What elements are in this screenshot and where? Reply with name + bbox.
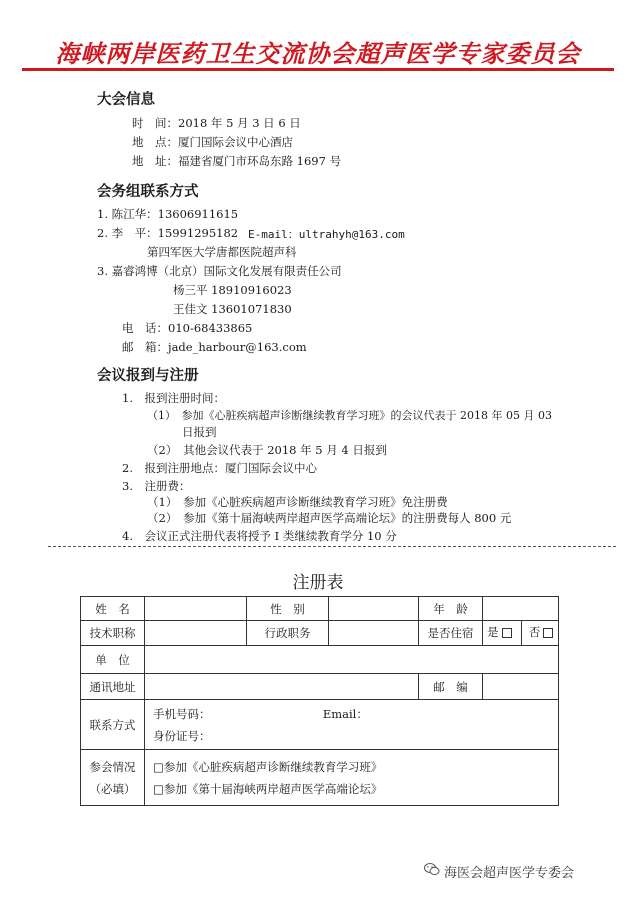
attendance-label-l1: 参会情况 — [89, 759, 136, 774]
form-row-contact — [81, 700, 559, 750]
attendance-label — [81, 750, 145, 806]
lodging-options — [483, 621, 559, 646]
meeting-info-heading: 大会信息 — [97, 92, 155, 108]
title-label: 技术职称 — [81, 621, 145, 646]
reg-item-1a-cont: 日报到 — [182, 425, 217, 439]
contact-3-org: 3. 嘉睿鸿博（北京）国际文化发展有限责任公司 — [97, 264, 342, 278]
name-field[interactable] — [145, 597, 247, 621]
postcode-field[interactable] — [483, 674, 559, 700]
unit-field[interactable] — [145, 646, 559, 674]
contact-2-name: 2. 李 平：15991295182 — [97, 226, 239, 240]
meeting-venue: 地 点：厦门国际会议中心酒店 — [132, 135, 293, 149]
unit-label: 单 位 — [81, 646, 145, 674]
attendance-options — [145, 750, 559, 806]
address-field[interactable] — [145, 674, 419, 700]
lodging-no-checkbox[interactable] — [543, 628, 553, 638]
age-field[interactable] — [483, 597, 559, 621]
header-rule — [22, 68, 614, 71]
postcode-label: 邮 编 — [419, 674, 483, 700]
attend-option-2[interactable]: □参加《第十届海峡两岸超声医学高端论坛》 — [153, 781, 383, 796]
attendance-label-l2: （必填） — [89, 781, 136, 796]
form-row-unit — [81, 646, 559, 674]
contact-phone: 电 话：010-68433865 — [122, 321, 253, 335]
contact-3-person-2: 王佳文 13601071830 — [173, 302, 292, 316]
registration-heading: 会议报到与注册 — [97, 368, 199, 384]
reg-item-1b: （2） 其他会议代表于 2018 年 5 月 4 日报到 — [147, 443, 387, 457]
lodging-divider — [521, 621, 522, 645]
meeting-address: 地 址：福建省厦门市环岛东路 1697 号 — [132, 154, 342, 168]
meeting-time: 时 间：2018 年 5 月 3 日 6 日 — [132, 116, 301, 130]
reg-item-1: 1. 报到注册时间： — [122, 391, 225, 405]
idcard-label: 身份证号： — [153, 728, 211, 743]
attend-option-1[interactable]: □参加《心脏疾病超声诊断继续教育学习班》 — [153, 759, 383, 774]
lodging-no-label: 否 — [528, 625, 541, 639]
address-label: 通讯地址 — [81, 674, 145, 700]
mobile-label: 手机号码： — [153, 706, 211, 721]
contact-1: 1. 陈江华：13606911615 — [97, 207, 239, 221]
watermark-text: 海医会超声医学专委会 — [444, 866, 575, 881]
title-field[interactable] — [145, 621, 247, 646]
contact-fields — [145, 700, 559, 750]
cut-line — [48, 546, 616, 547]
gender-label: 性 别 — [247, 597, 329, 621]
reg-item-1a: （1） 参加《心脏疾病超声诊断继续教育学习班》的会议代表于 2018 年 05 月 03 — [147, 409, 552, 422]
contact-label: 联系方式 — [81, 700, 145, 750]
lodging-label: 是否住宿 — [419, 621, 483, 646]
form-row-attendance — [81, 750, 559, 806]
position-field[interactable] — [329, 621, 419, 646]
position-label: 行政职务 — [247, 621, 329, 646]
lodging-yes-label: 是 — [487, 625, 499, 639]
registration-form-table — [80, 596, 559, 806]
reg-item-3b: （2） 参加《第十届海峡两岸超声医学高端论坛》的注册费每人 800 元 — [147, 511, 512, 525]
lodging-yes-checkbox[interactable] — [502, 628, 512, 638]
header-title: 海峡两岸医药卫生交流协会超声医学专家委员会 — [55, 39, 581, 68]
reg-item-4: 4. 会议正式注册代表将授予 I 类继续教育学分 10 分 — [122, 529, 397, 543]
contact-mailbox: 邮 箱：jade_harbour@163.com — [122, 340, 307, 354]
form-row-address — [81, 674, 559, 700]
form-title: 注册表 — [292, 573, 344, 593]
gender-field[interactable] — [329, 597, 419, 621]
reg-item-3: 3. 注册费： — [122, 479, 191, 493]
form-row-name — [81, 597, 559, 621]
contact-2-org: 第四军医大学唐都医院超声科 — [147, 245, 297, 259]
reg-item-2: 2. 报到注册地点：厦门国际会议中心 — [122, 461, 317, 475]
reg-item-3a: （1） 参加《心脏疾病超声诊断继续教育学习班》免注册费 — [147, 495, 448, 509]
contact-3-person-1: 杨三平 18910916023 — [173, 283, 292, 297]
age-label: 年 龄 — [419, 597, 483, 621]
form-row-title — [81, 621, 559, 646]
contact-2-email: E-mail：ultrahyh@163.com — [248, 228, 405, 241]
contacts-heading: 会务组联系方式 — [97, 184, 199, 200]
wechat-icon — [424, 863, 440, 876]
name-label: 姓 名 — [81, 597, 145, 621]
email-label: Email： — [322, 706, 368, 721]
